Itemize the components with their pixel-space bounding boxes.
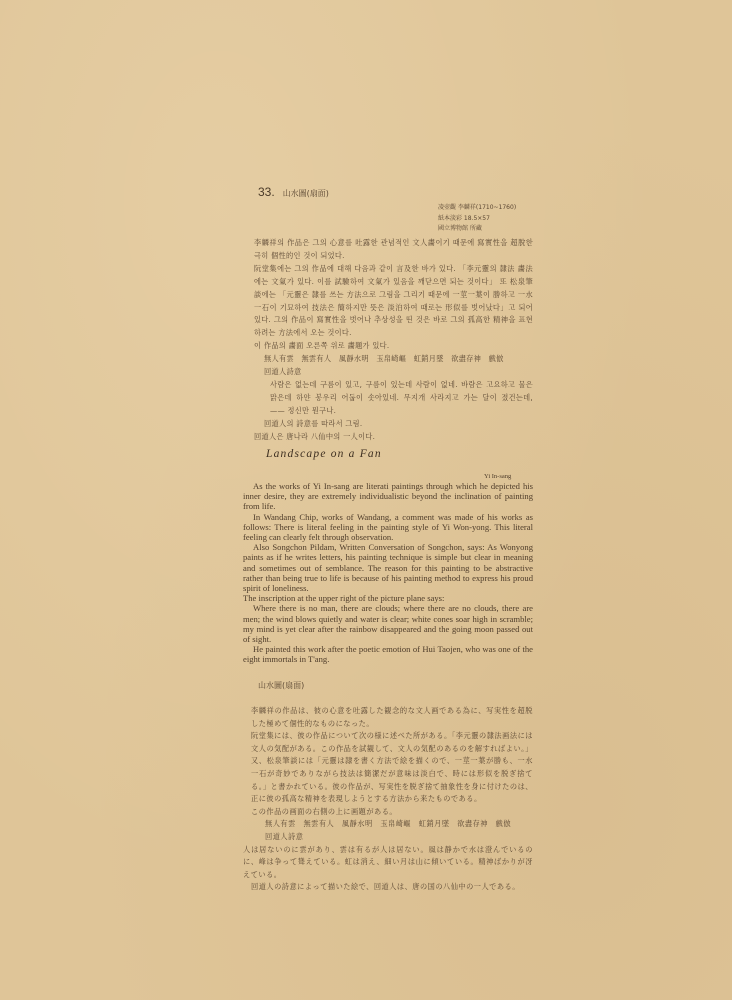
english-paragraph: In Wandang Chip, works of Wandang, a comment was made of his works as follows: There is literal feeling in the painting style of Yi Won-yong. This literal feeling can clearly felt through observation. bbox=[243, 511, 533, 543]
korean-paragraph: 이 作品의 畵面 오른쪽 위로 畵題가 있다. bbox=[254, 341, 390, 351]
korean-poem: 사람은 없는데 구름이 있고, 구름이 있는데 사람이 없네. 바람은 고요하고 물은 맑은데 하얀 봉우리 어둡이 솟아있네. 무지개 사라지고 가는 달이 졌건는데, —— 정신만 뭔구나. bbox=[270, 379, 533, 415]
korean-paragraph: 阮堂集에는 그의 作品에 대해 다음과 같이 言及한 바가 있다. 「李元靈의 隷法 畵法에는 文氣가 있다. 이를 試驗하여 文氣가 있음을 깨닫으면 되는 것이다」 또 松泉筆談에는 「元靈은 隷를 쓰는 方法으로 그림을 그리기 때문에 一莖一葉이 勝하고 一水一石이 기묘하여 技法은 簡하지만 뜻은 淡泊하여 때로는 形似를 벗어났다」고 되어있다. 그의 作品이 寫實性을 벗어나 추상성을 띤 것은 바로 그의 孤高한 精神을 표현하려는 方法에서 오는 것이다. bbox=[254, 263, 533, 338]
english-paragraph: The inscription at the upper right of the picture plane says: bbox=[243, 593, 445, 604]
japanese-title: 山水圖(扇面) bbox=[258, 681, 305, 690]
collection-line: 國立博物館 所藏 bbox=[438, 225, 482, 232]
english-author: Yi In-sang bbox=[484, 473, 512, 480]
korean-note: 回道人의 詩意를 따라서 그림. bbox=[264, 418, 363, 428]
english-paragraph: As the works of Yi In-sang are literati paintings through which he depicted his inner desire, they are extremely individualistic beyond the inclination of painting from life. bbox=[243, 481, 533, 512]
plate-heading bbox=[258, 185, 329, 199]
english-poem: Where there is no man, there are clouds; where there are no clouds, there are men; the wind blows quietly and water is clear; white cones soar high in scramble; my mind is yet clear after the rainbow disappeared and the going moon passed out of sight. bbox=[243, 603, 533, 645]
english-paragraph: He painted this work after the poetic emotion of Hui Taojen, who was one of the eight immortals in T'ang. bbox=[243, 644, 533, 665]
japanese-paragraph: 阮堂集には、彼の作品について次の様に述べた所がある。「李元靈の隷法画法には文人の気配がある。この作品を試観して、文人の気配のあるのを解すればよい。」又、松泉筆談には「元靈は隷を書く方法で絵を描くので、一莖一葉が勝も、一水一石が奇妙でありながら技法は簡潔だが意味は淡白で、時には形似を脱ぎ捨てる。」と書かれている。彼の作品が、写実性を脱ぎ捨て抽象性を身に付けたのは、正に彼の孤高な精神を表現しようとする方法から来たものである。 bbox=[251, 731, 533, 804]
korean-description bbox=[248, 237, 533, 444]
english-paragraph: Also Songchon Pildam, Written Conversation of Songchon, says: As Wonyong paints as if he writes letters, his painting technique is simple but clear in meaning and sometimes out of semblance. The reason for this painting to be abstractive rather than being true to life is because of his painting method to express his proud spirit of loneliness. bbox=[243, 542, 533, 594]
korean-paragraph: 李麟祥의 作品은 그의 心意를 吐露한 관념적인 文人畵이기 때문에 寫實性을 超脫한 극히 個性的인 것이 되었다. bbox=[254, 238, 533, 260]
japanese-note: 回道人の詩意によって描いた絵で、回道人は、唐の国の八仙中の一人である。 bbox=[251, 882, 520, 892]
artist-line: 凌壺觀 李麟祥(1710~1760) bbox=[438, 204, 517, 211]
artwork-metadata bbox=[438, 203, 516, 235]
japanese-inscription: 無人有雲 無雲有人 風靜水明 玉帛崎嶇 虹銷月墜 欲盡存神 戲倣 bbox=[265, 819, 512, 829]
japanese-paragraph: この作品の画面の右側の上に画題がある。 bbox=[251, 806, 398, 816]
english-description bbox=[243, 481, 533, 665]
korean-inscription-end: 回道人詩意 bbox=[264, 367, 302, 377]
japanese-paragraph: 李麟祥の作品は、彼の心意を吐露した観念的な文人画である為に、写実性を超脱した極めて個性的なものになった。 bbox=[251, 706, 533, 728]
japanese-inscription-end: 回道人詩意 bbox=[265, 831, 304, 841]
korean-note: 回道人은 唐나라 八仙中의 一人이다. bbox=[254, 431, 376, 441]
plate-title: 山水圖(扇面) bbox=[282, 189, 329, 198]
korean-inscription: 無人有雲 無雲有人 風靜水明 玉帛崎嶇 虹銷月墜 欲盡存神 戲倣 bbox=[264, 354, 504, 364]
plate-number: 33. bbox=[258, 185, 275, 199]
medium-line: 紙本淡彩 18.5×57 bbox=[438, 214, 490, 222]
english-title: Landscape on a Fan bbox=[266, 448, 382, 460]
japanese-poem: 人は居ないのに雲があり、雲は有るが人は居ない。風は静かで水は澄んでいるのに、峰は争って聳えている。虹は消え、細い月は山に傾いている。精神ばかりが冴えている。 bbox=[243, 844, 533, 879]
japanese-description bbox=[243, 705, 533, 894]
